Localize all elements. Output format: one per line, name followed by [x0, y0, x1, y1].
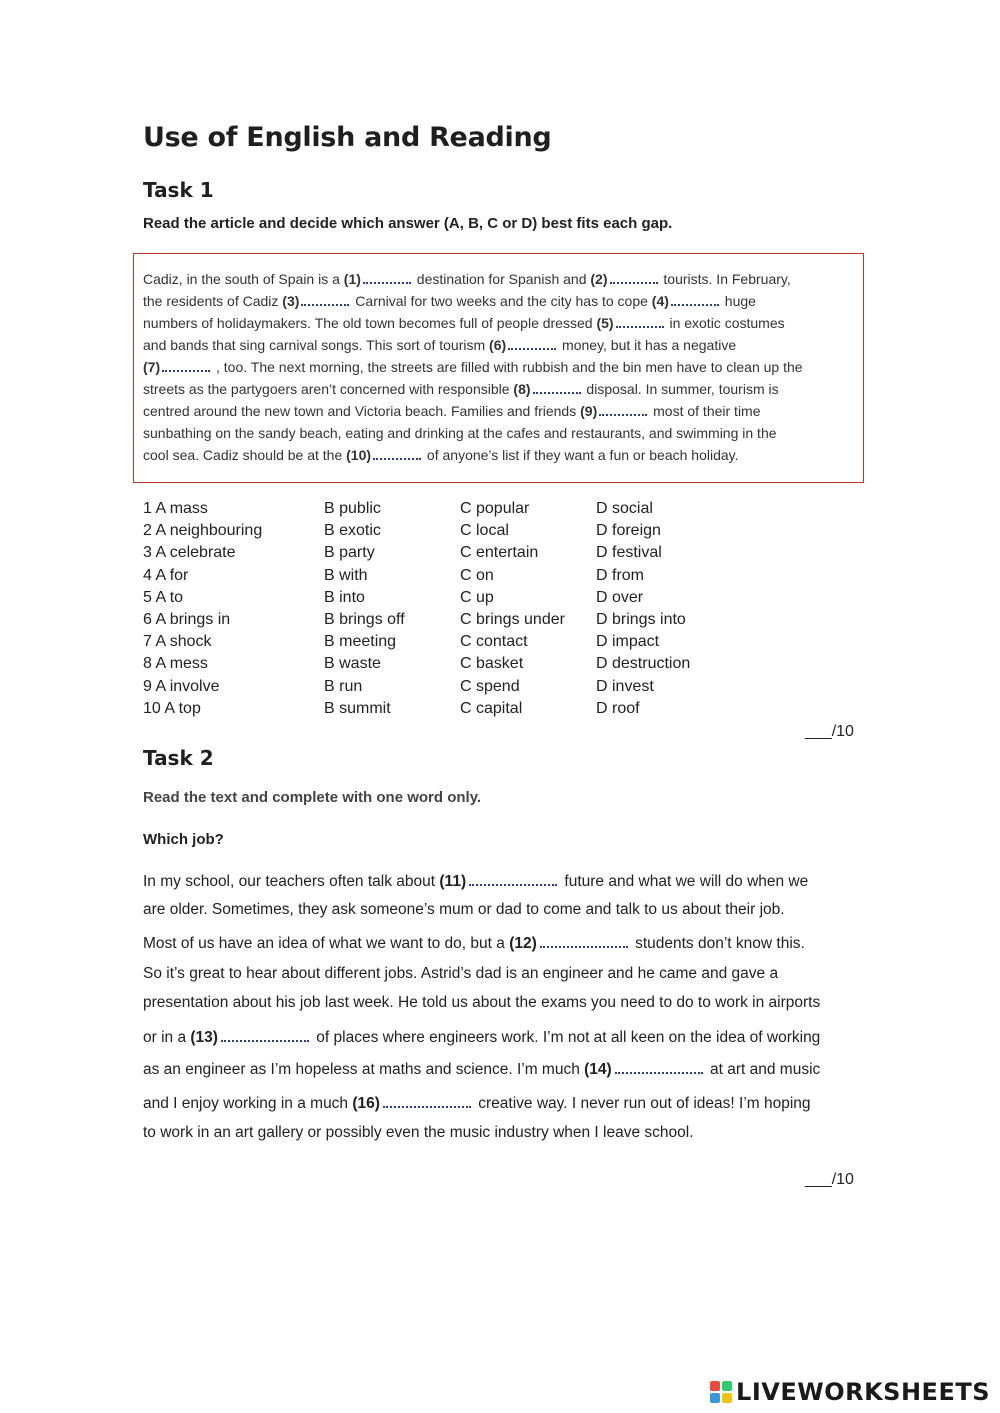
article-line: [143, 400, 855, 422]
gap-blank[interactable]: [383, 1092, 471, 1108]
task2-line: [143, 901, 857, 919]
task2-text-run: and I enjoy working in a much: [143, 1095, 353, 1112]
option-a: 1 A mass: [143, 500, 208, 517]
option-row: [143, 655, 863, 677]
gap-number: (9): [580, 403, 598, 419]
article-text-run: Cadiz, in the south of Spain is a: [143, 271, 344, 287]
option-a: 2 A neighbouring: [143, 522, 263, 540]
option-row: [143, 700, 863, 722]
gap-number: (7): [143, 359, 161, 375]
option-b: B public: [324, 500, 381, 517]
task2-text-run: future and what we will do when we: [560, 873, 809, 890]
option-a: 10 A top: [143, 699, 201, 717]
option-a: 8 A mess: [143, 655, 208, 673]
task2-text-run: In my school, our teachers often talk about: [143, 873, 440, 890]
task2-line: [143, 994, 857, 1012]
gap-blank[interactable]: [610, 268, 658, 284]
article-text-run: tourists. In February,: [659, 271, 791, 287]
article-text-run: centred around the new town and Victoria beach. Families and friends: [143, 403, 581, 419]
gap-number: (5): [596, 315, 614, 331]
option-row: [143, 522, 863, 544]
gap-number: (10): [346, 447, 372, 463]
gap-number: (6): [489, 337, 507, 353]
article-text-run: huge: [720, 293, 756, 309]
page-title: Use of English and Reading: [143, 122, 552, 153]
option-d: D over: [596, 588, 644, 606]
option-d: D from: [596, 566, 644, 584]
task2-line: [143, 1026, 857, 1047]
gap-number: (1): [343, 271, 361, 287]
article-text-run: , too. The next morning, the streets are filled with rubbish and the bin men have to clean up the: [212, 359, 803, 375]
option-row: [143, 544, 863, 566]
option-a: 4 A for: [143, 566, 189, 584]
task2-text-run: presentation about his job last week. He told us about the exams you need to do to work in airports: [143, 994, 821, 1011]
gap-blank[interactable]: [671, 290, 719, 306]
gap-blank[interactable]: [533, 378, 581, 394]
task2-line: [143, 965, 857, 983]
option-b: B brings off: [324, 611, 405, 628]
task2-text-run: So it’s great to hear about different jobs. Astrid’s dad is an engineer and he came and gave a: [143, 965, 779, 982]
task2-text-run: are older. Sometimes, they ask someone’s mum or dad to come and talk to us about their job.: [143, 901, 785, 918]
option-b: B meeting: [324, 633, 397, 651]
task2-line: [143, 870, 857, 891]
task1-instruction: Read the article and decide which answer (A, B, C or D) best fits each gap.: [143, 215, 673, 232]
gap-blank[interactable]: [221, 1026, 309, 1042]
article-text-run: destination for Spanish and: [412, 271, 591, 287]
option-d: D festival: [596, 544, 662, 562]
gap-blank[interactable]: [615, 1058, 703, 1074]
gap-number: (12): [509, 935, 537, 952]
gap-blank[interactable]: [599, 400, 647, 416]
option-row: [143, 678, 863, 700]
option-a: 5 A to: [143, 588, 184, 606]
task2-text-run: of places where engineers work. I’m not at all keen on the idea of working: [311, 1029, 821, 1046]
article-text-run: of anyone’s list if they want a fun or beach holiday.: [423, 447, 739, 463]
option-b: B party: [324, 544, 375, 562]
task2-line: [143, 932, 857, 953]
gap-number: (11): [439, 873, 467, 890]
article-text-run: most of their time: [649, 403, 761, 419]
answer-options: [143, 500, 863, 730]
option-b: B with: [324, 566, 368, 584]
task2-text-run: at art and music: [705, 1061, 821, 1078]
gap-blank[interactable]: [540, 932, 628, 948]
option-c: C basket: [460, 655, 524, 673]
option-c: C spend: [460, 677, 520, 695]
gap-blank[interactable]: [469, 870, 557, 886]
option-c: C contact: [460, 633, 528, 651]
gap-blank[interactable]: [373, 444, 421, 460]
article-line: [143, 356, 855, 378]
gap-number: (2): [590, 271, 608, 287]
option-b: B exotic: [324, 522, 381, 540]
gap-number: (3): [282, 293, 300, 309]
article-line: [143, 378, 855, 400]
gap-number: (13): [190, 1029, 218, 1046]
liveworksheets-logo: [710, 1379, 990, 1405]
option-c: C local: [460, 522, 509, 540]
gap-blank[interactable]: [363, 268, 411, 284]
task2-line: [143, 1092, 857, 1113]
option-d: D foreign: [596, 522, 661, 540]
task1-score: ___/10: [805, 723, 854, 740]
option-c: C entertain: [460, 544, 539, 562]
task2-line: [143, 1124, 857, 1142]
option-d: D roof: [596, 699, 640, 717]
task2-text-run: students don’t know this.: [630, 935, 805, 952]
option-row: [143, 611, 863, 633]
logo-text: LIVEWORKSHEETS: [736, 1378, 990, 1406]
task2-text-run: Most of us have an idea of what we want to do, but a: [143, 935, 510, 952]
option-row: [143, 567, 863, 589]
article-line: [143, 334, 855, 356]
article-text-run: and bands that sing carnival songs. This sort of tourism: [143, 337, 490, 353]
option-a: 3 A celebrate: [143, 544, 236, 562]
option-d: D invest: [596, 677, 654, 695]
option-d: D destruction: [596, 655, 691, 673]
article-text-run: Carnival for two weeks and the city has to cope: [351, 293, 652, 309]
option-d: D brings into: [596, 611, 686, 628]
option-b: B into: [324, 588, 365, 606]
task2-line: [143, 1058, 857, 1079]
gap-blank[interactable]: [508, 334, 556, 350]
option-c: C on: [460, 566, 494, 584]
option-b: B summit: [324, 699, 391, 717]
option-row: [143, 589, 863, 611]
article-text-run: numbers of holidaymakers. The old town becomes full of people dressed: [143, 315, 597, 331]
article-line: [143, 422, 855, 444]
gap-blank[interactable]: [301, 290, 349, 306]
option-d: D social: [596, 500, 653, 517]
gap-blank[interactable]: [162, 356, 210, 372]
article-text-run: the residents of Cadiz: [143, 293, 283, 309]
option-a: 9 A involve: [143, 677, 220, 695]
option-d: D impact: [596, 633, 660, 651]
article-line: [143, 312, 855, 334]
article-line: [143, 268, 855, 290]
task1-heading: Task 1: [143, 178, 214, 202]
option-a: 7 A shock: [143, 633, 212, 651]
task2-instruction: Read the text and complete with one word only.: [143, 789, 482, 806]
gap-number: (8): [513, 381, 531, 397]
task2-subtitle: Which job?: [143, 831, 224, 848]
option-c: C up: [460, 588, 494, 606]
article-text: [143, 268, 855, 466]
gap-number: (16): [352, 1095, 380, 1112]
option-a: 6 A brings in: [143, 611, 231, 628]
logo-mark-icon: [710, 1381, 732, 1403]
option-c: C popular: [460, 500, 530, 517]
article-text-run: sunbathing on the sandy beach, eating and drinking at the cafes and restaurants, and swimming in the: [143, 425, 777, 441]
task2-heading: Task 2: [143, 746, 214, 770]
option-b: B waste: [324, 655, 381, 673]
option-row: [143, 500, 863, 522]
task2-text-run: or in a: [143, 1029, 191, 1046]
article-text-run: streets as the partygoers aren’t concerned with responsible: [143, 381, 514, 397]
option-b: B run: [324, 677, 363, 695]
article-text-run: cool sea. Cadiz should be at the: [143, 447, 347, 463]
task2-score: ___/10: [805, 1171, 854, 1188]
option-c: C brings under: [460, 611, 565, 628]
article-line: [143, 444, 855, 466]
gap-number: (4): [651, 293, 669, 309]
article-text-run: in exotic costumes: [665, 315, 785, 331]
task2-text-run: to work in an art gallery or possibly even the music industry when I leave school.: [143, 1124, 694, 1141]
gap-number: (14): [584, 1061, 612, 1078]
article-line: [143, 290, 855, 312]
gap-blank[interactable]: [616, 312, 664, 328]
article-text-run: disposal. In summer, tourism is: [582, 381, 779, 397]
article-text-run: money, but it has a negative: [558, 337, 737, 353]
option-c: C capital: [460, 699, 523, 717]
task2-text-run: creative way. I never run out of ideas! I’m hoping: [473, 1095, 811, 1112]
task2-text-run: as an engineer as I’m hopeless at maths and science. I’m much: [143, 1061, 585, 1078]
option-row: [143, 633, 863, 655]
